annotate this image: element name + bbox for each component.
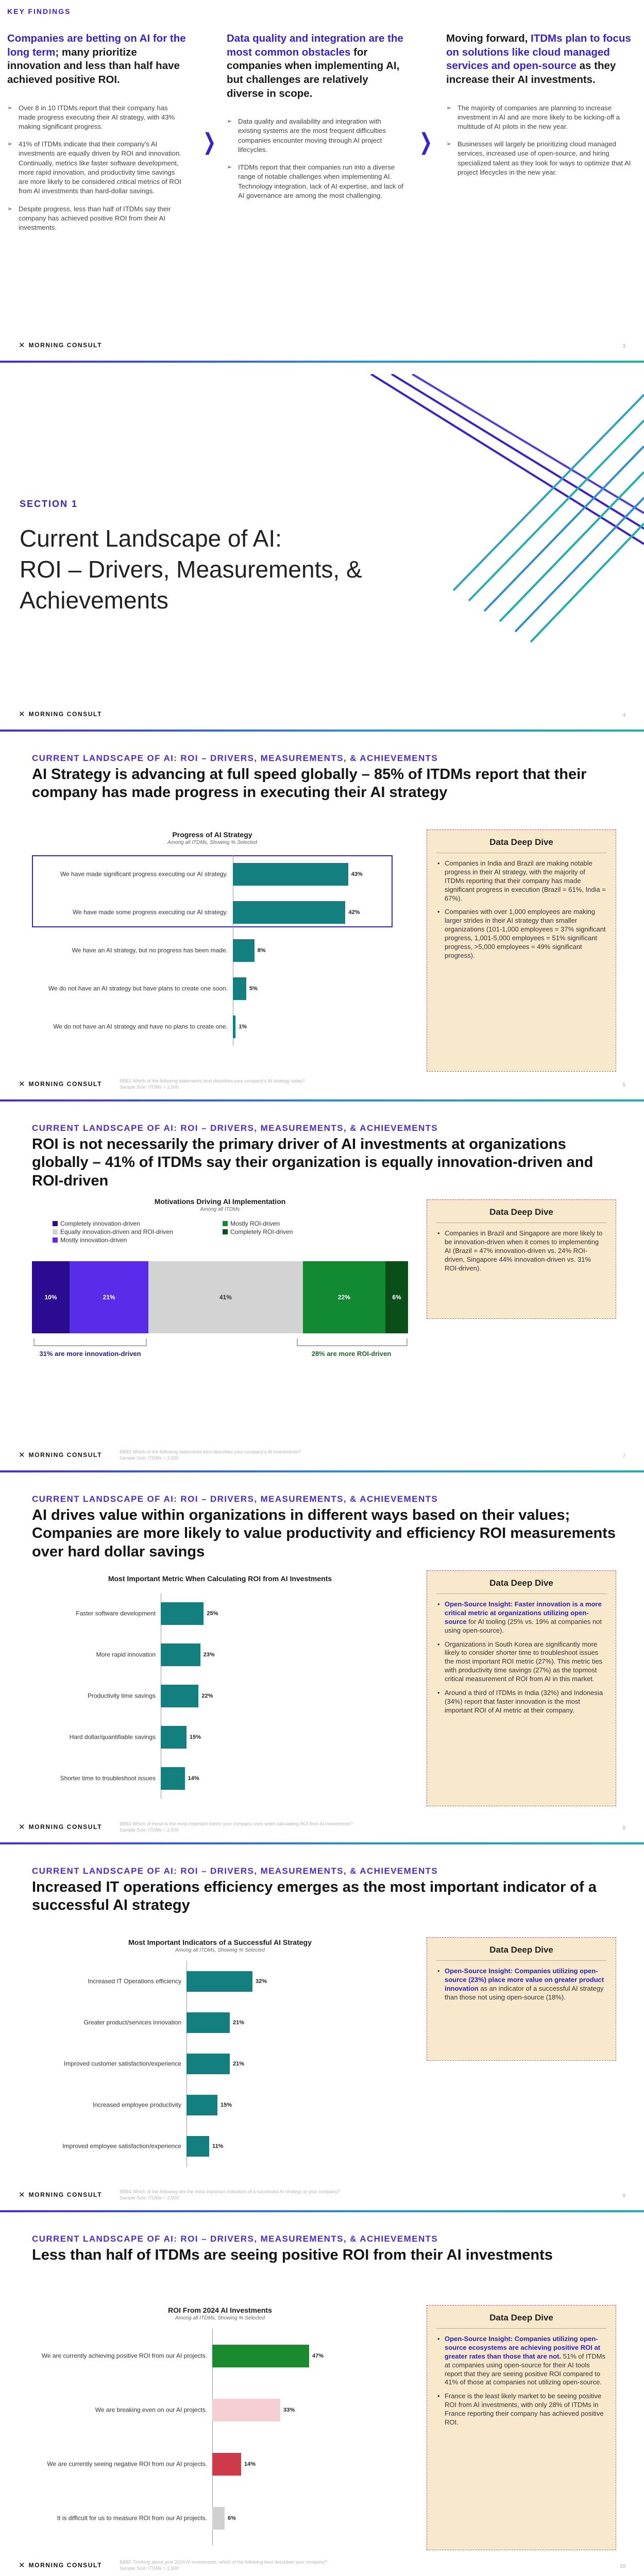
bar-value-label: 8% [257, 947, 266, 954]
bar-value-label: 14% [244, 2461, 256, 2467]
brand-name: MORNING CONSULT [28, 342, 103, 349]
chart-title: Motivations Driving AI Implementation [154, 1197, 286, 1206]
slide-eyebrow: CURRENT LANDSCAPE OF AI: ROI – DRIVERS, MEASUREMENTS, & ACHIEVEMENTS [32, 1494, 438, 1504]
brand-mark-icon: ✕ [19, 341, 25, 350]
footnote: BBB1 Which of the following statements best describes your company's AI strategy today? Sample Size: ITDMs = 2,500 [120, 1078, 305, 1090]
bar-category-label: It is difficult for us to measure ROI from our AI projects. [57, 2514, 207, 2521]
bar-category-label: Greater product/services innovation [83, 2019, 181, 2026]
bar-category-label: Increased employee productivity [92, 2101, 181, 2109]
stacked-segment [70, 1261, 148, 1333]
data-deep-dive [427, 2305, 616, 2550]
brand-name: MORNING CONSULT [28, 2562, 103, 2569]
bar-category-label: We have made some progress executing our AI strategy. [72, 908, 228, 916]
key-findings-eyebrow: KEY FINDINGS [7, 7, 71, 15]
chart-subtitle: Among all ITDMs [200, 1207, 240, 1212]
brand-mark-icon: ✕ [19, 1451, 25, 1460]
bar-area [60, 1593, 315, 1799]
bar [187, 2136, 209, 2157]
legend-entry: Completely ROI-driven [223, 1228, 382, 1235]
chart-title: Most Important Indicators of a Successful AI Strategy [128, 1938, 312, 1946]
bar-value-label: 47% [312, 2352, 324, 2359]
bar-category-label: We have made significant progress executing our AI strategy. [60, 870, 228, 878]
slide-eyebrow: CURRENT LANDSCAPE OF AI: ROI – DRIVERS, MEASUREMENTS, & ACHIEVEMENTS [32, 753, 438, 763]
bar [187, 1971, 252, 1992]
bar-value-label: 22% [201, 1693, 213, 1699]
footer-logo [19, 2189, 340, 2201]
legend-swatch [53, 1229, 58, 1234]
bar-area [48, 855, 367, 1046]
finding-bullet: ➢ Despite progress, less than half of ITDMs say their company has achieved positive ROI from their AI investments. [7, 205, 187, 233]
slide-ai-strategy-progress [0, 743, 644, 1099]
segment-value-label: 6% [392, 1294, 401, 1301]
group-label-roi: 28% are more ROI-driven [311, 1350, 392, 1358]
page-number: 3 [622, 344, 625, 349]
segment-value-label: 21% [103, 1294, 115, 1301]
footnote: BBB3 Which of these is the most important metric your company uses when calculating ROI from AI investments? Sample Size: ITDMs = 2,500 [120, 1821, 353, 1833]
finding-headline: Companies are betting on AI for the long term; many prioritize innovation and less than half have achieved positive ROI. [7, 32, 186, 86]
bar-category-label: More rapid innovation [96, 1651, 156, 1658]
bar-category-label: We have an AI strategy, but no progress has been made. [72, 946, 228, 954]
finding-column-1 [7, 32, 187, 241]
finding-column-2 [227, 32, 406, 209]
bar [161, 1767, 185, 1790]
footer-logo [19, 339, 102, 351]
bar [233, 1015, 235, 1038]
bar-category-label: Improved employee satisfaction/experience [62, 2142, 181, 2150]
finding-bullets [446, 104, 633, 178]
chart-motivations [32, 1197, 408, 1424]
bar-category-label: Faster software development [76, 1609, 156, 1617]
bar-area [41, 2329, 367, 2545]
data-deep-dive-title: Data Deep Dive [436, 837, 606, 853]
bar-row [60, 863, 367, 886]
bar-row [63, 2054, 341, 2074]
brand-name: MORNING CONSULT [28, 710, 103, 718]
data-deep-dive [427, 1199, 616, 1319]
finding-bullet: ➢ The majority of companies are planning to increase investment in AI and are more likely to be kicking-off a multitude of AI pilots in the new year. [446, 104, 633, 132]
bar-category-label: Hard dollar/quantifiable savings [69, 1733, 156, 1741]
bar [187, 2095, 217, 2115]
legend-entry: Mostly innovation-driven [53, 1236, 212, 1244]
bar-category-label: Improved customer satisfaction/experience [63, 2060, 181, 2067]
page-number: 4 [622, 713, 625, 718]
legend-swatch [223, 1221, 228, 1226]
bar-category-label: Increased IT Operations efficiency [88, 1977, 181, 1985]
bar-value-label: 1% [239, 1024, 247, 1030]
finding-bullet: ➢ Businesses will largely be prioritizing cloud managed services, increased use of open-source, and hiring specialized talent as they look for ways to optimize that AI project lifecycles in the new year. [446, 140, 633, 177]
bar-row [95, 2399, 367, 2421]
dive-bullet: • France is the least likely market to be seeing positive ROI from AI investments, with only 28% of ITDMs in France reporting their company has achieved positive ROI. [436, 2392, 606, 2427]
brand-mark-icon: ✕ [19, 2561, 25, 2570]
bar-row [47, 2453, 367, 2476]
page-number: 5 [622, 1082, 625, 1088]
dive-bullet: • Open-Source Insight: Companies utilizing open-source ecosystems are achieving positive ROI at greater rates than those that are not. 51% of ITDMs at companies using open-source for their AI tools report that they are seeing positive ROI compared to 41% of those at companies not utilizing open-source. [436, 2335, 606, 2387]
section-label: SECTION 1 [20, 499, 78, 509]
bar-row [76, 1602, 315, 1625]
bar [233, 863, 348, 886]
data-deep-dive-title: Data Deep Dive [436, 2313, 606, 2329]
brand-name: MORNING CONSULT [28, 1823, 103, 1831]
brand-mark-icon: ✕ [19, 710, 25, 719]
data-deep-dive-title: Data Deep Dive [436, 1207, 606, 1223]
bar-value-label: 32% [256, 1978, 267, 1985]
chart-progress [32, 831, 393, 1052]
footnote: BBB5 Thinking about your 2024 AI investments, which of the following best describes your company? Sample Size: ITDMs = 2,500 [120, 2559, 328, 2571]
bar-row [48, 977, 367, 1000]
bar-row [62, 2136, 341, 2157]
page-number: 10 [619, 2564, 625, 2569]
chart-title: Most Important Metric When Calculating ROI from AI Investments [108, 1574, 332, 1583]
bar-row [57, 2507, 367, 2530]
bar-value-label: 23% [203, 1652, 215, 1658]
stacked-segment [148, 1261, 302, 1333]
slide-title: Increased IT operations efficiency emerges as the most important indicator of a successful AI strategy [32, 1879, 597, 1914]
finding-headline: Moving forward, ITDMs plan to focus on solutions like cloud managed services and open-source as they increase their AI investments. [446, 32, 631, 86]
footer-logo [19, 1078, 305, 1090]
bar-value-label: 11% [212, 2143, 224, 2149]
data-deep-dive [427, 1937, 616, 2061]
bar [233, 939, 255, 962]
chart-subtitle: Among all ITDMs, Showing % Selected [175, 2315, 265, 2321]
slide-key-findings [0, 0, 644, 361]
stacked-segment [303, 1261, 386, 1333]
chart-subtitle: Among all ITDMs, Showing % Selected [175, 1947, 265, 1953]
legend-entry: Mostly ROI-driven [223, 1220, 382, 1227]
bar-row [72, 901, 367, 924]
bar-category-label: We do not have an AI strategy and have no plans to create one. [53, 1023, 228, 1030]
bar [187, 2054, 230, 2074]
finding-bullets [7, 104, 187, 233]
bar-value-label: 21% [233, 2020, 245, 2026]
bar [212, 2507, 225, 2530]
bar-row [41, 2345, 367, 2367]
legend-swatch [53, 1238, 58, 1243]
bar-category-label: Shorter time to troubleshoot issues [60, 1774, 156, 1782]
bar-row [96, 1643, 315, 1666]
bar-row [83, 2012, 341, 2033]
stacked-bar [32, 1261, 408, 1333]
bar [187, 2012, 230, 2033]
bar-value-label: 14% [188, 1775, 199, 1782]
bar-row [88, 1971, 341, 1992]
stacked-segment [385, 1261, 408, 1333]
bar-value-label: 6% [228, 2515, 236, 2521]
bar [161, 1643, 200, 1666]
finding-bullet: ➢ ITDMs report that their companies run into a diverse range of notable challenges when implementing AI. Technology integration, lack of AI expertise, and lack of AI governance are among the most challenging. [227, 163, 406, 200]
bar-category-label: We are currently achieving positive ROI from our AI projects. [41, 2352, 207, 2359]
chart-indicators [32, 1938, 408, 2170]
footer-logo [19, 1449, 300, 1461]
slide-roi-2024 [0, 2224, 644, 2576]
bar-value-label: 33% [283, 2406, 295, 2413]
group-label-innovation: 31% are more innovation-driven [39, 1350, 141, 1358]
slide-success-indicators [0, 1856, 644, 2210]
slide-title: AI drives value within organizations in different ways based on their values; Companies are more likely to value productivity and efficiency ROI measurements over hard dollar savings [32, 1507, 616, 1560]
brand-mark-icon: ✕ [19, 1823, 25, 1832]
dive-bullet: • Around a third of ITDMs in India (32%) and Indonesia (34%) report that faster innovation is the most important ROI of AI metric at their company. [436, 1689, 606, 1715]
legend-swatch [53, 1221, 58, 1226]
dive-bullet: • Open-Source Insight: Faster innovation is a more critical metric at organizations utilizing open-source for AI tooling (25% vs. 19% at companies not using open-source). [436, 1600, 606, 1635]
page-number: 7 [622, 1453, 625, 1459]
brand-mark-icon: ✕ [19, 1080, 25, 1089]
data-deep-dive [427, 1570, 616, 1806]
brand-name: MORNING CONSULT [28, 1451, 103, 1459]
slide-eyebrow: CURRENT LANDSCAPE OF AI: ROI – DRIVERS, MEASUREMENTS, & ACHIEVEMENTS [32, 1866, 438, 1876]
chart-title: ROI From 2024 AI Investments [168, 2306, 272, 2314]
bar [212, 2345, 309, 2367]
bar [233, 977, 246, 1000]
data-deep-dive-title: Data Deep Dive [436, 1578, 606, 1594]
slide-eyebrow: CURRENT LANDSCAPE OF AI: ROI – DRIVERS, MEASUREMENTS, & ACHIEVEMENTS [32, 2234, 438, 2244]
legend-entry: Completely innovation-driven [53, 1220, 212, 1227]
footnote: BBB2 Which of the following statements best describes your company's AI investments? Sample Size: ITDMs = 2,500 [120, 1449, 301, 1461]
bar [212, 2399, 280, 2421]
chart-title: Progress of AI Strategy [172, 831, 252, 839]
slide-eyebrow: CURRENT LANDSCAPE OF AI: ROI – DRIVERS, MEASUREMENTS, & ACHIEVEMENTS [32, 1123, 438, 1133]
bar-row [72, 939, 367, 962]
brand-name: MORNING CONSULT [28, 2191, 103, 2198]
stacked-segment [32, 1261, 70, 1333]
bar-row [53, 1015, 367, 1038]
finding-headline: Data quality and integration are the most common obstacles for companies when implementing AI, but challenges are relatively diverse in scope. [227, 32, 403, 99]
finding-bullets [227, 117, 406, 200]
segment-value-label: 10% [44, 1294, 57, 1301]
footer-logo [19, 2559, 327, 2571]
chart-roi-2024 [32, 2306, 408, 2548]
slide-title: AI Strategy is advancing at full speed globally – 85% of ITDMs report that their company has made progress in executing their AI strategy [32, 766, 587, 801]
page-number: 8 [622, 1825, 625, 1831]
footnote: BBB4 Which of the following are the most important indicators of a successful AI strategy at your company? Sample Size: ITDMs = 2,500 [120, 2189, 340, 2200]
page-number: 9 [622, 2193, 625, 2199]
legend-entry: Equally innovation-driven and ROI-driven [53, 1228, 212, 1235]
bar-value-label: 15% [190, 1734, 201, 1740]
dive-bullet: • Companies in Brazil and Singapore are more likely to be innovation-driven when it comes to implementing AI (Brazil = 47% innovation-driven vs. 24% ROI-driven, Singapore 44% innovation-driven vs. 31% ROI-driven). [436, 1229, 606, 1273]
legend-swatch [223, 1229, 228, 1234]
chevron-right-icon: ❯ [419, 129, 433, 155]
bar-row [87, 1685, 315, 1707]
slide-section-1 [0, 374, 644, 730]
bar-value-label: 15% [221, 2102, 232, 2108]
slide-roi-metric [0, 1484, 644, 1842]
finding-bullet: ➢ Over 8 in 10 ITDMs report that their company has made progress executing their AI strategy, with 43% making significant progress. [7, 104, 187, 132]
bar-row [92, 2095, 341, 2115]
finding-column-3 [446, 32, 633, 185]
bar-value-label: 42% [348, 909, 360, 916]
bar-category-label: We do not have an AI strategy but have plans to create one soon. [48, 985, 228, 992]
bar-value-label: 21% [233, 2061, 245, 2067]
bar-value-label: 25% [207, 1611, 218, 1617]
brand-name: MORNING CONSULT [28, 1080, 103, 1088]
finding-bullet: ➢ Data quality and availability and integration with existing systems are the most frequent difficulties companies encounter moving through AI project lifecycles. [227, 117, 406, 155]
chart-legend [53, 1220, 382, 1245]
segment-value-label: 41% [219, 1294, 232, 1301]
data-deep-dive [427, 829, 616, 1072]
bar-category-label: We are currently seeing negative ROI from our AI projects. [47, 2460, 207, 2467]
finding-bullet: ➢ 41% of ITDMs indicate that their company's AI investments are equally driven by ROI and innovation. Continually, metrics like faster software development, more rapid innovation, and productivity time savings are more likely to be considered critical metrics of ROI from AI investments than hard-dollar savings. [7, 140, 187, 196]
dive-bullet: • Organizations in South Korea are significantly more likely to consider shorter time to troubleshoot issues the most important ROI metric (27%). This metric ties with productivity time savings (27%) as the topmost critical measurement of ROI from AI in this market. [436, 1640, 606, 1684]
bar-value-label: 43% [351, 871, 363, 877]
bar-category-label: We are breaking even on our AI projects. [95, 2406, 207, 2413]
bar-row [69, 1726, 315, 1749]
bar [233, 901, 345, 924]
data-deep-dive-title: Data Deep Dive [436, 1945, 606, 1961]
bar-area [62, 1961, 341, 2167]
slide-motivations [0, 1113, 644, 1470]
footer-logo [19, 708, 102, 720]
bar-row [60, 1767, 315, 1790]
bar [161, 1726, 187, 1749]
chevron-right-icon: ❯ [202, 129, 216, 155]
segment-value-label: 22% [337, 1294, 350, 1301]
brand-mark-icon: ✕ [19, 2191, 25, 2199]
section-title: Current Landscape of AI: ROI – Drivers, Measurements, & Achievements [20, 525, 362, 614]
slide-title: Less than half of ITDMs are seeing positive ROI from their AI investments [32, 2247, 553, 2263]
bar-value-label: 5% [249, 986, 258, 992]
chart-subtitle: Among all ITDMs, Showing % Selected [167, 840, 257, 845]
dive-bullet: • Companies with over 1,000 employees are making larger strides in their AI strategy than smaller organizations (101-1,000 employees = 37% significant progress, 1,001-5,000 employees = 51% significant progress, >5,000 employees = 49% significant progress). [436, 908, 606, 960]
dive-bullet: • Companies in India and Brazil are making notable progress in their AI strategy, with the majority of ITDMs reporting that their company has made significant progress in execution (Brazil = 61%, India = 67%). [436, 859, 606, 903]
slide-title: ROI is not necessarily the primary driver of AI investments at organizations globally – 41% of ITDMs say their organization is equally innovation-driven and ROI-driven [32, 1136, 594, 1189]
chart-roi-metric [32, 1574, 408, 1801]
bar [161, 1602, 204, 1625]
dive-bullet: • Open-Source Insight: Companies utilizing open-source (23%) place more value on greater product innovation as an indicator of a successful AI strategy than those not using open-source (18%). [436, 1967, 606, 2002]
bar [212, 2453, 241, 2476]
bar [161, 1685, 198, 1707]
footer-logo [19, 1821, 353, 1833]
bar-category-label: Productivity time savings [87, 1692, 156, 1700]
